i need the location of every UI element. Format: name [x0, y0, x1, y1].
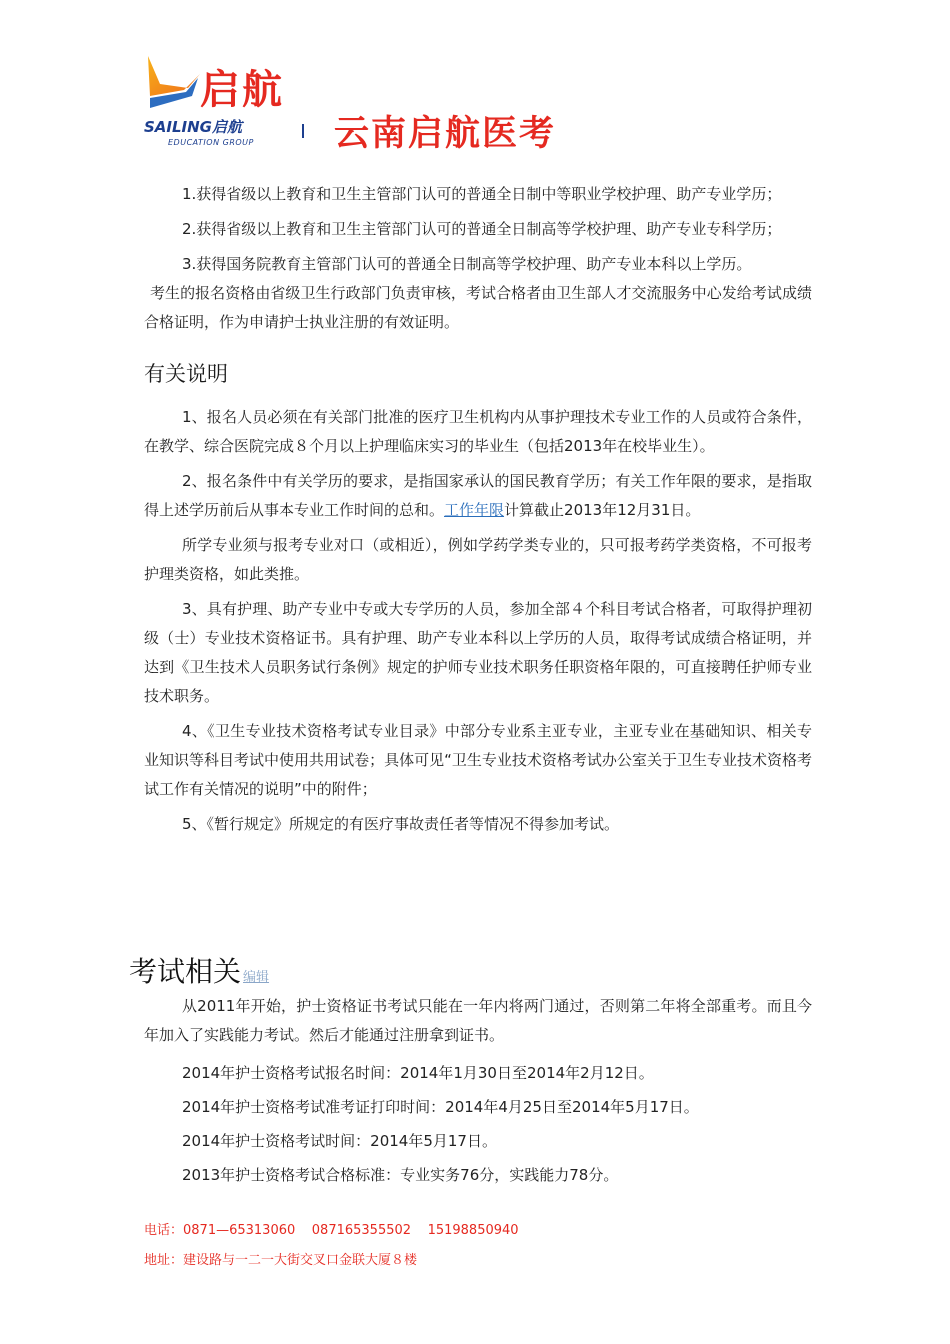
intro-item-3: 3.获得国务院教育主管部门认可的普通全日制高等学校护理、助产专业本科以上学历。 — [182, 255, 752, 273]
note-2-text-b: 计算截止2013年12月31日。 — [504, 501, 701, 519]
sailing-logo — [140, 52, 310, 152]
exam-pass-standard: 2013年护士资格考试合格标准：专业实务76分，实践能力78分。 — [182, 1166, 619, 1184]
exam-date: 2014年护士资格考试时间：2014年5月17日。 — [182, 1132, 497, 1150]
logo-sub-text: EDUCATION GROUP — [168, 138, 254, 147]
exam-registration-time: 2014年护士资格考试报名时间：2014年1月30日至2014年2月12日。 — [182, 1064, 654, 1082]
intro-item-1: 1.获得省级以上教育和卫生主管部门认可的普通全日制中等职业学校护理、助产专业学历； — [182, 185, 782, 203]
note-1: 1、报名人员必须在有关部门批准的医疗卫生机构内从事护理技术专业工作的人员或符合条件，在教学、综合医院完成８个月以上护理临床实习的毕业生（包括2013年在校毕业生）。 — [144, 408, 812, 455]
logo-en-text: SAILING启航 — [144, 118, 242, 136]
main-content — [144, 180, 812, 839]
exam-ticket-print-time: 2014年护士资格考试准考证打印时间：2014年4月25日至2014年5月17日。 — [182, 1098, 699, 1116]
exam-content — [144, 992, 812, 1192]
note-2-text-a: 2、报名条件中有关学历的要求，是指国家承认的国民教育学历；有关工作年限的要求，是指取得上述学历前后从事本专业工作时间的总和。 — [144, 472, 812, 519]
note-5: 5、《暂行规定》所规定的有医疗事故责任者等情况不得参加考试。 — [182, 815, 620, 833]
notes-heading: 有关说明 — [144, 362, 228, 386]
logo-divider — [302, 124, 304, 138]
note-2-extra: 所学专业须与报考专业对口（或相近），例如学药学类专业的，只可报考药学类资格，不可报考护理类资格，如此类推。 — [144, 536, 812, 583]
work-years-link[interactable]: 工作年限 — [444, 501, 505, 519]
contact-address: 地址：建设路与一二一大街交叉口金联大厦８楼 — [144, 1253, 418, 1268]
contact-phone: 电话：0871—65313060 087165355502 15198850940 — [144, 1223, 519, 1238]
exam-heading-row — [129, 952, 269, 992]
intro-note: 考生的报名资格由省级卫生行政部门负责审核，考试合格者由卫生部人才交流服务中心发给考试成绩合格证明，作为申请护士执业注册的有效证明。 — [144, 284, 812, 331]
sail-logo-icon — [140, 52, 202, 114]
brand-title: 云南启航医考 — [334, 114, 557, 154]
edit-link[interactable]: 编辑 — [243, 970, 270, 985]
exam-heading: 考试相关 — [129, 955, 242, 988]
contact-info — [144, 1216, 519, 1276]
logo-cn-text: 启航 — [200, 67, 284, 113]
note-2 — [144, 467, 812, 525]
note-3: 3、具有护理、助产专业中专或大专学历的人员，参加全部４个科目考试合格者，可取得护理初级（士）专业技术资格证书。具有护理、助产专业本科以上学历的人员，取得考试成绩合格证明，并达到《卫生技术人员职务试行条例》规定的护师专业技术职务任职资格年限的，可直接聘任护师专业技术职务。 — [144, 600, 812, 705]
note-4: 4、《卫生专业技术资格考试专业目录》中部分专业系主亚专业，主亚专业在基础知识、相关专业知识等科目考试中使用共用试卷；具体可见“卫生专业技术资格考试办公室关于卫生专业技术资格考试工作有关情况的说明”中的附件； — [144, 722, 812, 798]
exam-paragraph-1: 从2011年开始，护士资格证书考试只能在一年内将两门通过，否则第二年将全部重考。而且今年加入了实践能力考试。然后才能通过注册拿到证书。 — [144, 997, 812, 1044]
intro-item-2: 2.获得省级以上教育和卫生主管部门认可的普通全日制高等学校护理、助产专业专科学历； — [182, 220, 782, 238]
